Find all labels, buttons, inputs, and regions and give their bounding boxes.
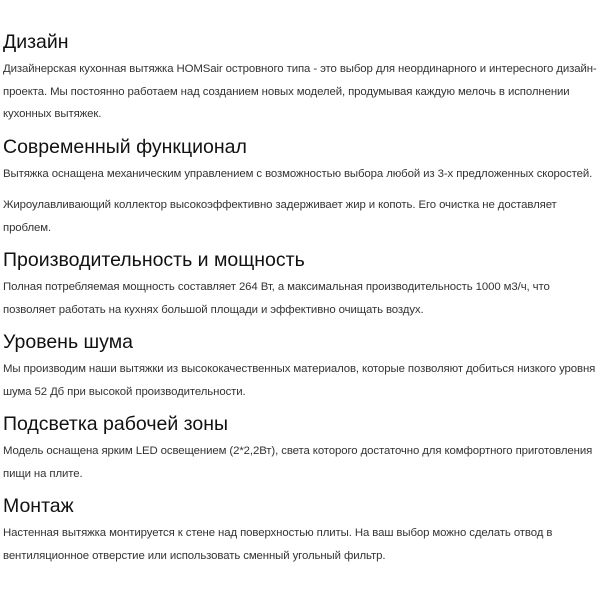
section-paragraph: Мы производим наши вытяжки из высококачественных материалов, которые позволяют добиться низкого уровня шума 52 Дб при высокой производительности. [3, 363, 596, 398]
section-performance [3, 248, 600, 321]
section-mounting [3, 494, 600, 567]
section-paragraph: Дизайнерская кухонная вытяжка HOMSair островного типа - это выбор для неординарного и интересного дизайн-проекта. Мы постоянно работаем над созданием новых моделей, продумывая каждую мелочь в исполнении кухонных вытяжек. [3, 63, 597, 120]
section-heading: Уровень шума [3, 331, 133, 353]
section-noise-level [3, 330, 600, 403]
section-heading: Производительность и мощность [3, 249, 305, 271]
section-paragraph: Жироулавливающий коллектор высокоэффективно задерживает жир и копоть. Его очистка не доставляет проблем. [3, 199, 557, 234]
section-design [3, 30, 600, 126]
section-lighting [3, 412, 600, 485]
section-heading: Монтаж [3, 495, 74, 517]
section-paragraph: Вытяжка оснащена механическим управлением с возможностью выбора любой из 3-х предложенных скоростей. [3, 167, 593, 180]
section-heading: Современный функционал [3, 135, 247, 158]
section-paragraph: Модель оснащена ярким LED освещением (2*2,2Вт), света которого достаточно для комфортного приготовления пищи на плите. [3, 445, 593, 480]
section-heading: Дизайн [3, 31, 69, 53]
section-paragraph: Полная потребляемая мощность составляет 264 Вт, а максимальная производительность 1000 м3/ч, что позволяет работать на кухнях большой площади и эффективно очищать воздух. [3, 281, 550, 316]
section-heading: Подсветка рабочей зоны [3, 413, 228, 435]
section-functional [3, 135, 600, 240]
section-paragraph: Настенная вытяжка монтируется к стене над поверхностью плиты. На ваш выбор можно сделать отвод в вентиляционное отверстие или использовать сменный угольный фильтр. [3, 527, 553, 562]
